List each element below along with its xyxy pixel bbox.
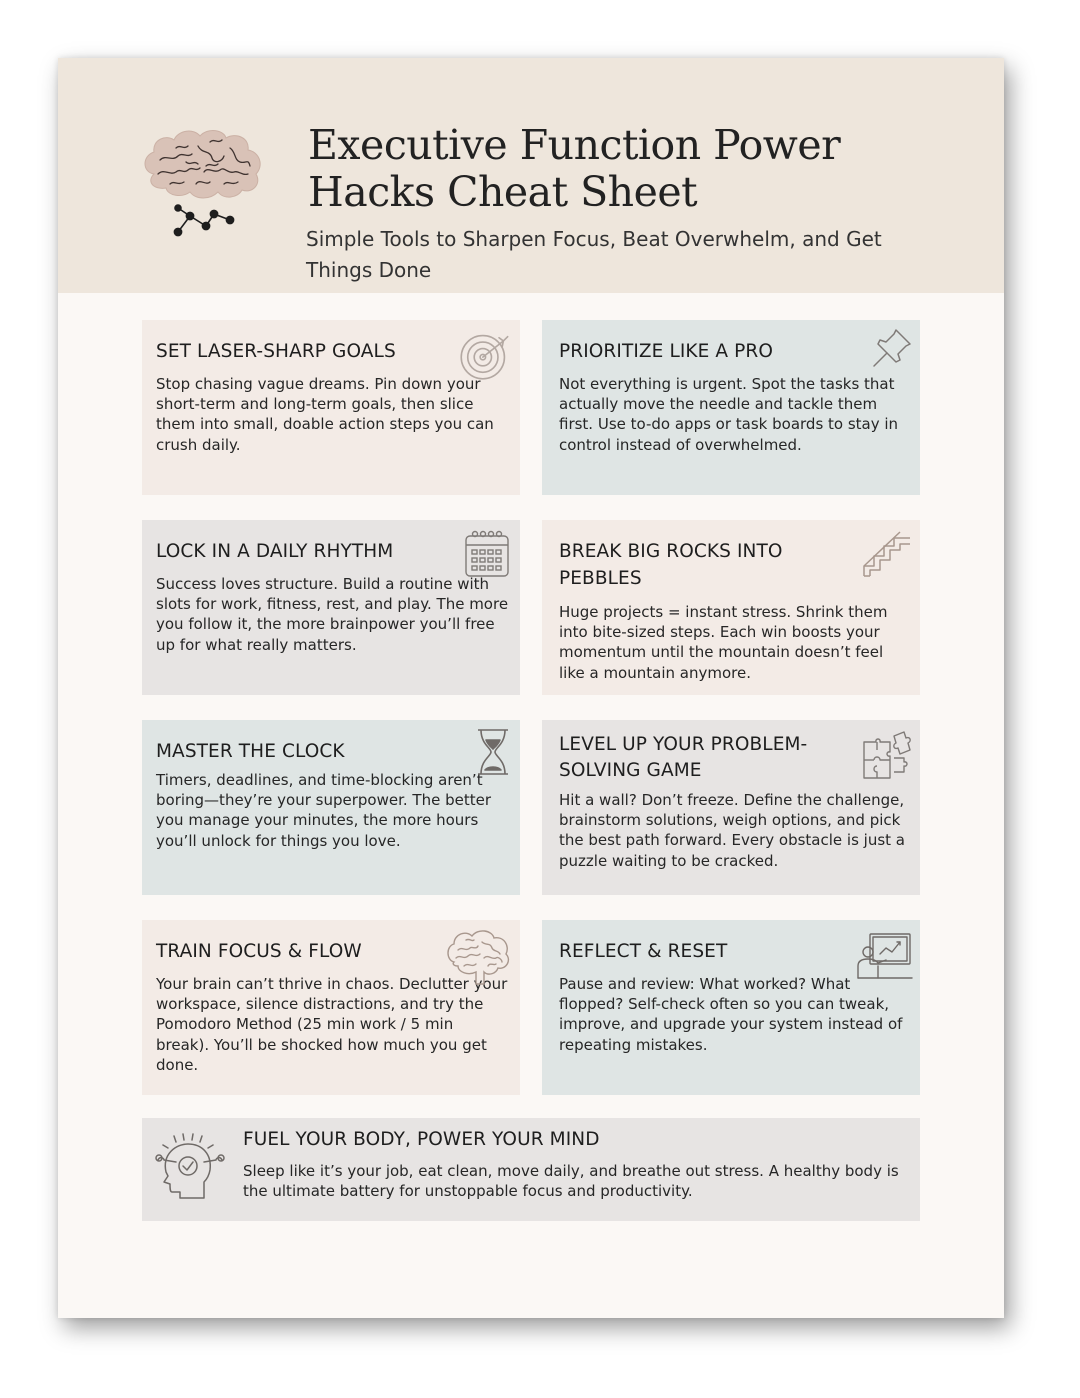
card-body: Huge projects = instant stress. Shrink them into bite-sized steps. Each win boosts your momentum until the mountain doesn’t feel like a mountain anymore. <box>559 603 888 682</box>
page-subtitle: Simple Tools to Sharpen Focus, Beat Overwhelm, and Get Things Done <box>306 227 882 282</box>
brain-icon <box>444 928 512 986</box>
card-train-focus-flow <box>142 920 520 1095</box>
header-banner <box>58 58 1004 293</box>
calendar-icon <box>464 530 510 578</box>
card-title: PRIORITIZE LIKE A PRO <box>559 341 774 362</box>
card-set-laser-sharp-goals <box>142 320 520 495</box>
card-title: SET LASER-SHARP GOALS <box>156 341 396 362</box>
card-reflect-reset <box>542 920 920 1095</box>
page-title <box>308 122 840 216</box>
card-body: Your brain can’t thrive in chaos. Declutter your workspace, silence distractions, and try the Pomodoro Method (25 min work / 5 min break). You’ll be shocked how much you get done. <box>156 975 508 1074</box>
card-title: MASTER THE CLOCK <box>156 741 345 762</box>
hourglass-icon <box>476 728 510 776</box>
brain-network-icon <box>140 128 266 240</box>
card-prioritize-like-a-pro <box>542 320 920 495</box>
puzzle-icon <box>860 730 914 782</box>
cheat-sheet-page <box>58 58 1004 1318</box>
card-body: Not everything is urgent. Spot the tasks that actually move the needle and tackle them first. Use to-do apps or task boards to stay in control instead of overwhelmed. <box>559 375 899 454</box>
card-body: Timers, deadlines, and time-blocking aren’t boring—they’re your superpower. The better you manage your minutes, the more hours you’ll unlock for things you love. <box>156 771 491 850</box>
target-icon <box>458 328 512 382</box>
card-body: Success loves structure. Build a routine with slots for work, fitness, rest, and play. The more you follow it, the more brainpower you’ll free up for what really matters. <box>156 575 509 654</box>
card-fuel-your-body <box>142 1118 920 1221</box>
card-body: Sleep like it’s your job, eat clean, move daily, and breathe out stress. A healthy body is the ultimate battery for unstoppable focus and productivity. <box>243 1162 899 1200</box>
card-body: Stop chasing vague dreams. Pin down your short-term and long-term goals, then slice them into small, doable action steps you can crush daily. <box>156 375 494 454</box>
card-title: BREAK BIG ROCKS INTO PEBBLES <box>559 541 783 589</box>
card-body: Pause and review: What worked? What flopped? Self-check often so you can tweak, improve, and upgrade your system instead of repeating mistakes. <box>559 975 903 1054</box>
mind-wellness-icon <box>154 1132 226 1202</box>
card-title: REFLECT & RESET <box>559 941 728 962</box>
stairs-icon <box>860 530 914 580</box>
card-body: Hit a wall? Don’t freeze. Define the challenge, brainstorm solutions, weigh options, and pick the best path forward. Every obstacle is just a puzzle waiting to be cracked. <box>559 791 905 870</box>
title-line-1: Executive Function Power <box>308 121 841 169</box>
presentation-icon <box>856 932 914 980</box>
card-title: LOCK IN A DAILY RHYTHM <box>156 541 394 562</box>
card-title: TRAIN FOCUS & FLOW <box>156 941 362 962</box>
card-lock-in-a-daily-rhythm <box>142 520 520 695</box>
pushpin-icon <box>870 326 914 370</box>
card-title: LEVEL UP YOUR PROBLEM-SOLVING GAME <box>559 734 808 781</box>
card-master-the-clock <box>142 720 520 895</box>
card-break-big-rocks <box>542 520 920 695</box>
title-line-2: Hacks Cheat Sheet <box>308 168 698 216</box>
card-level-up-problem-solving <box>542 720 920 895</box>
card-title: FUEL YOUR BODY, POWER YOUR MIND <box>243 1129 600 1150</box>
